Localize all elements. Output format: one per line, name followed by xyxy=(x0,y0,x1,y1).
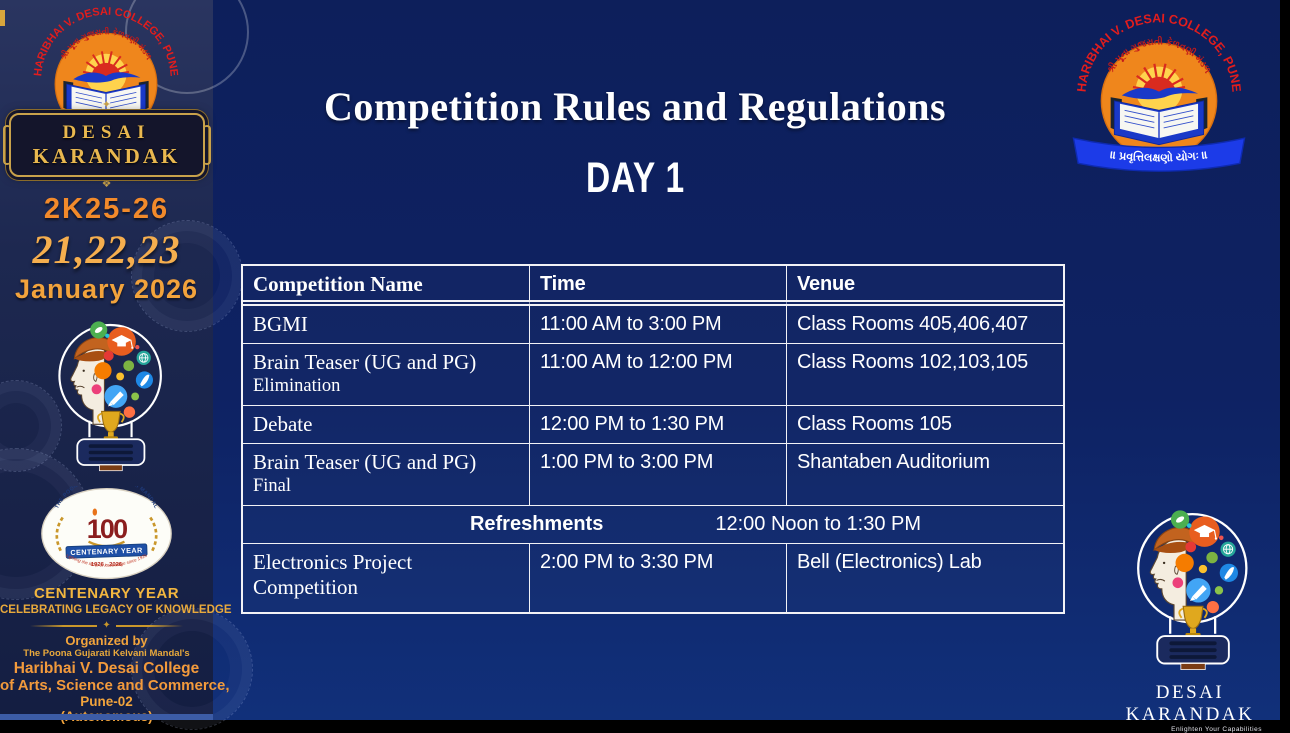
ornament-icon: ❖ xyxy=(101,178,112,190)
refreshments-row xyxy=(243,506,1063,544)
logo-title: DESAI KARANDAK xyxy=(1125,682,1255,725)
organized-by-label: Organized by xyxy=(65,633,148,648)
table-row-venue: Bell (Electronics) Lab xyxy=(797,551,982,573)
table-row-time: 2:00 PM to 3:30 PM xyxy=(530,544,787,612)
desai-karandak-logo xyxy=(1090,492,1290,733)
plaque-line2: KARANDAK xyxy=(32,144,181,168)
refreshments-label: Refreshments xyxy=(469,513,604,535)
table-row-venue: Class Rooms 405,406,407 xyxy=(787,306,1063,344)
table-row-time: 1:00 PM to 3:00 PM xyxy=(530,444,787,506)
table-row-venue: Shantaben Auditorium xyxy=(787,444,1063,506)
edition-year: 2K25-26 xyxy=(43,193,170,225)
day-subtitle-text: DAY 1 xyxy=(585,154,685,202)
bottom-strip-decoration xyxy=(0,714,213,720)
table-row-venue: Class Rooms 102,103,105 xyxy=(787,344,1063,406)
karandak-bulb-logo xyxy=(33,300,183,480)
refreshments-time: 12:00 Noon to 1:30 PM xyxy=(715,513,922,535)
college-name: Haribhai V. Desai College xyxy=(13,660,200,677)
schedule-table xyxy=(241,264,1065,614)
column-header-venue: Venue xyxy=(787,266,1063,306)
centenary-logo xyxy=(39,486,174,583)
table-row-name: Brain Teaser (UG and PG) Final xyxy=(243,444,530,506)
gold-corner-accent xyxy=(0,10,5,26)
gold-divider xyxy=(30,621,183,631)
table-row-name: Debate xyxy=(243,406,530,444)
event-month-year: January 2026 xyxy=(14,274,199,304)
college-emblem-logo xyxy=(1066,8,1252,180)
page-title: Competition Rules and Regulations xyxy=(323,83,947,129)
college-name-line2: of Arts, Science and Commerce, xyxy=(0,677,230,694)
organizer-block xyxy=(0,633,230,724)
table-row-name: Brain Teaser (UG and PG) Elimination xyxy=(243,344,530,406)
day-subtitle xyxy=(220,154,1050,203)
table-row-name: Electronics Project Competition xyxy=(243,544,530,612)
city-label: Pune-02 xyxy=(80,694,133,709)
table-row-time: 11:00 AM to 12:00 PM xyxy=(530,344,787,406)
plaque-line1: DESAI xyxy=(62,122,151,143)
table-row-time: 11:00 AM to 3:00 PM xyxy=(530,306,787,344)
table-row-venue: Class Rooms 105 xyxy=(787,406,1063,444)
centenary-subheading: CELEBRATING LEGACY OF KNOWLEDGE xyxy=(0,604,232,616)
centenary-heading: CENTENARY YEAR xyxy=(33,585,180,602)
desai-karandak-plaque xyxy=(0,100,213,190)
column-header-competition: Competition Name xyxy=(243,266,530,306)
logo-tagline: Enlighten Your Capabilities xyxy=(1171,726,1262,733)
karandak-bulb-logo xyxy=(1110,492,1270,675)
event-dates: 21,22,23 xyxy=(32,227,181,272)
table-row-name: BGMI xyxy=(243,306,530,344)
sidebar-banner xyxy=(0,0,232,720)
divider-ornament-icon: ✦ xyxy=(102,620,111,631)
ornament-icon: ✦ xyxy=(101,99,112,111)
mandal-name: The Poona Gujarati Kelvani Mandal's xyxy=(23,648,190,659)
column-header-time: Time xyxy=(530,266,787,306)
table-row-time: 12:00 PM to 1:30 PM xyxy=(530,406,787,444)
